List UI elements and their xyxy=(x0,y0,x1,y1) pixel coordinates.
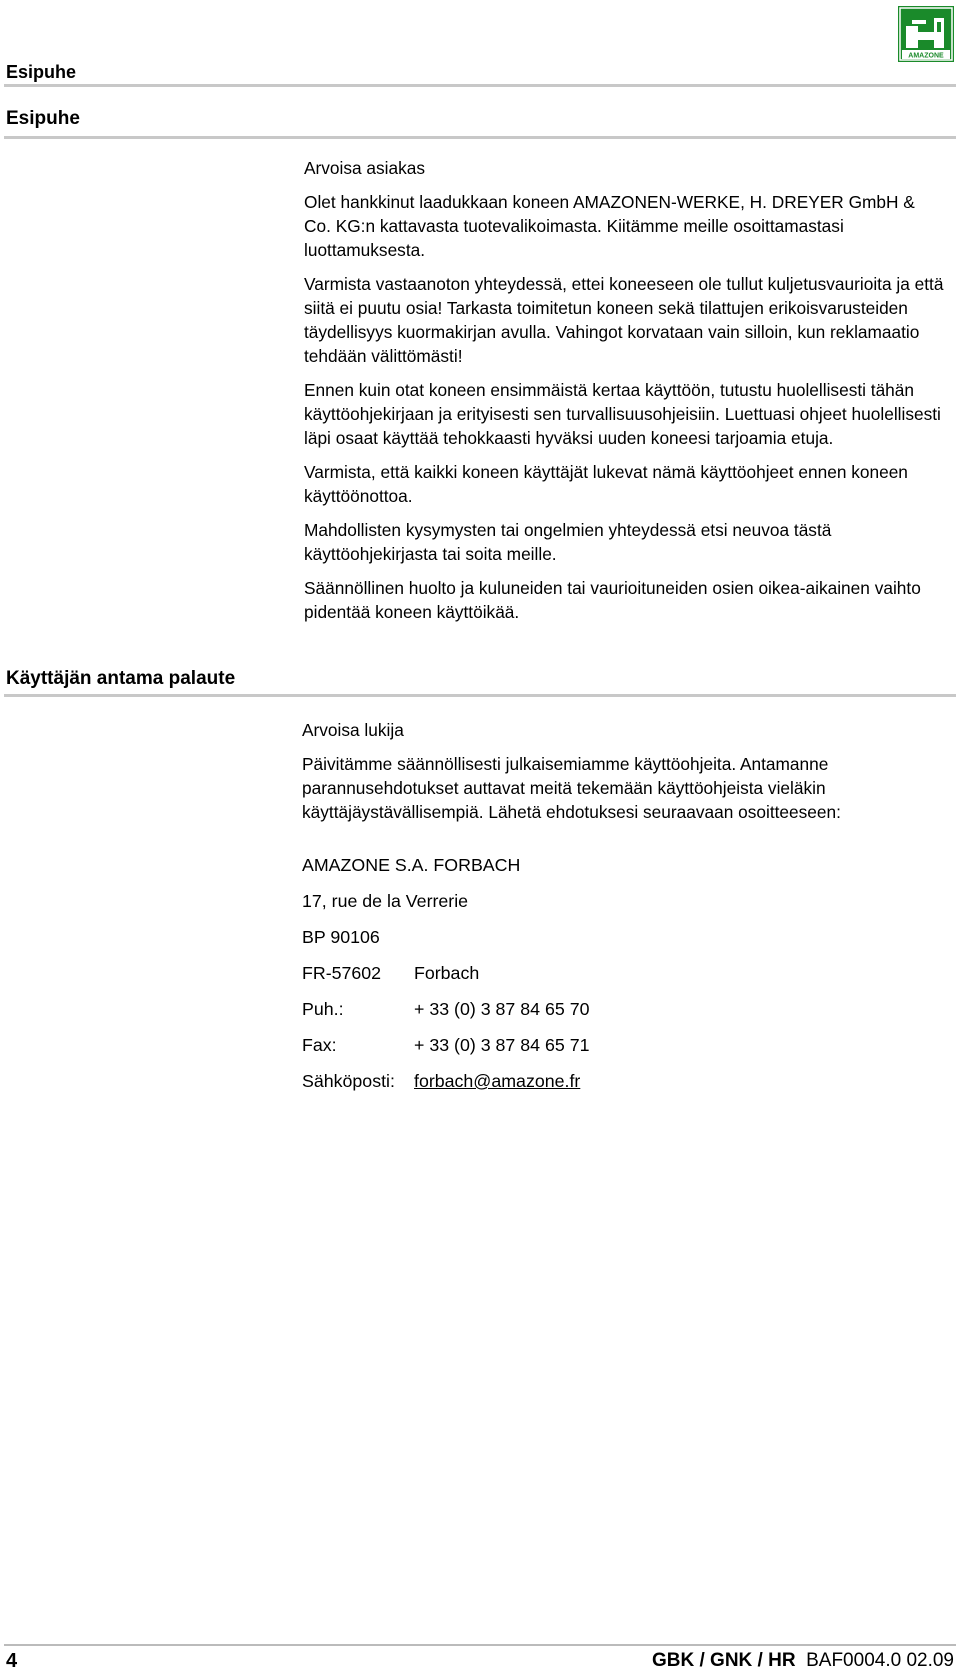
section-title-preface: Esipuhe xyxy=(6,108,80,129)
section-title-feedback: Käyttäjän antama palaute xyxy=(6,668,236,689)
salutation: Arvoisa asiakas xyxy=(304,158,426,178)
address-city-row xyxy=(302,961,479,985)
address-street: 17, rue de la Verrerie xyxy=(302,891,469,911)
email-link[interactable]: forbach@amazone.fr xyxy=(414,1071,581,1091)
header-divider xyxy=(4,84,956,87)
footer-models: GBK / GNK / HR xyxy=(651,1650,796,1671)
fax-label: Fax: xyxy=(302,1035,337,1055)
preface-body xyxy=(304,156,944,624)
paragraph: Säännöllinen huolto ja kuluneiden tai vaurioituneiden osien oikea-aikainen vaihto pidentää koneen käyttöikää. xyxy=(304,578,921,622)
page-number: 4 xyxy=(6,1650,18,1672)
section-divider xyxy=(4,694,956,697)
address-email-row xyxy=(302,1069,580,1093)
address-company: AMAZONE S.A. FORBACH xyxy=(302,855,521,875)
amazone-logo-icon xyxy=(898,6,954,62)
email-label: Sähköposti: xyxy=(302,1071,395,1091)
paragraph: Päivitämme säännöllisesti julkaisemiamme käyttöohjeita. Antamanne parannusehdotukset auttavat meitä tekemään käyttöohjeista vieläkin käyttäjäystävällisempiä. Lähetä ehdotuksesi seuraavaan osoitteeseen: xyxy=(302,754,841,822)
salutation: Arvoisa lukija xyxy=(302,720,404,740)
feedback-body xyxy=(302,718,942,824)
footer-doc-ref: BAF0004.0 02.09 xyxy=(806,1650,954,1671)
address-phone-row xyxy=(302,997,589,1021)
address-postcode: FR-57602 xyxy=(302,963,382,983)
section-divider xyxy=(4,136,956,139)
header-title: Esipuhe xyxy=(6,62,77,82)
address-city: Forbach xyxy=(414,963,480,983)
svg-text:AMAZONE: AMAZONE xyxy=(908,52,944,60)
paragraph: Ennen kuin otat koneen ensimmäistä kertaa käyttöön, tutustu huolellisesti tähän käyttöohjekirjaan ja erityisesti sen turvallisuusohjeisiin. Luettuasi ohjeet huolellisesti läpi osaat käyttää tehokkaasti hyväksi uuden koneesi tarjoamia etuja. xyxy=(304,380,941,448)
phone-number: + 33 (0) 3 87 84 65 70 xyxy=(414,999,590,1019)
paragraph: Varmista, että kaikki koneen käyttäjät lukevat nämä käyttöohjeet ennen koneen käyttöönottoa. xyxy=(304,462,908,506)
address-po-box: BP 90106 xyxy=(302,927,380,947)
paragraph: Olet hankkinut laadukkaan koneen AMAZONEN-WERKE, H. DREYER GmbH & Co. KG:n kattavasta tuotevalikoimasta. Kiitämme meille osoittamastasi luottamuksesta. xyxy=(304,192,915,260)
fax-number: + 33 (0) 3 87 84 65 71 xyxy=(414,1035,590,1055)
paragraph: Mahdollisten kysymysten tai ongelmien yhteydessä etsi neuvoa tästä käyttöohjekirjasta tai soita meille. xyxy=(304,520,832,564)
paragraph: Varmista vastaanoton yhteydessä, ettei koneeseen ole tullut kuljetusvaurioita ja että siitä ei puutu osia! Tarkasta toimitetun koneen sekä tilattujen erikoisvarusteiden täydellisyys kuormakirjan avulla. Vahingot korvataan vain silloin, kun reklamaatio tehdään välittömästi! xyxy=(304,274,944,366)
footer-reference xyxy=(652,1650,954,1672)
address-fax-row xyxy=(302,1033,589,1057)
footer-divider xyxy=(4,1644,956,1646)
phone-label: Puh.: xyxy=(302,999,344,1019)
